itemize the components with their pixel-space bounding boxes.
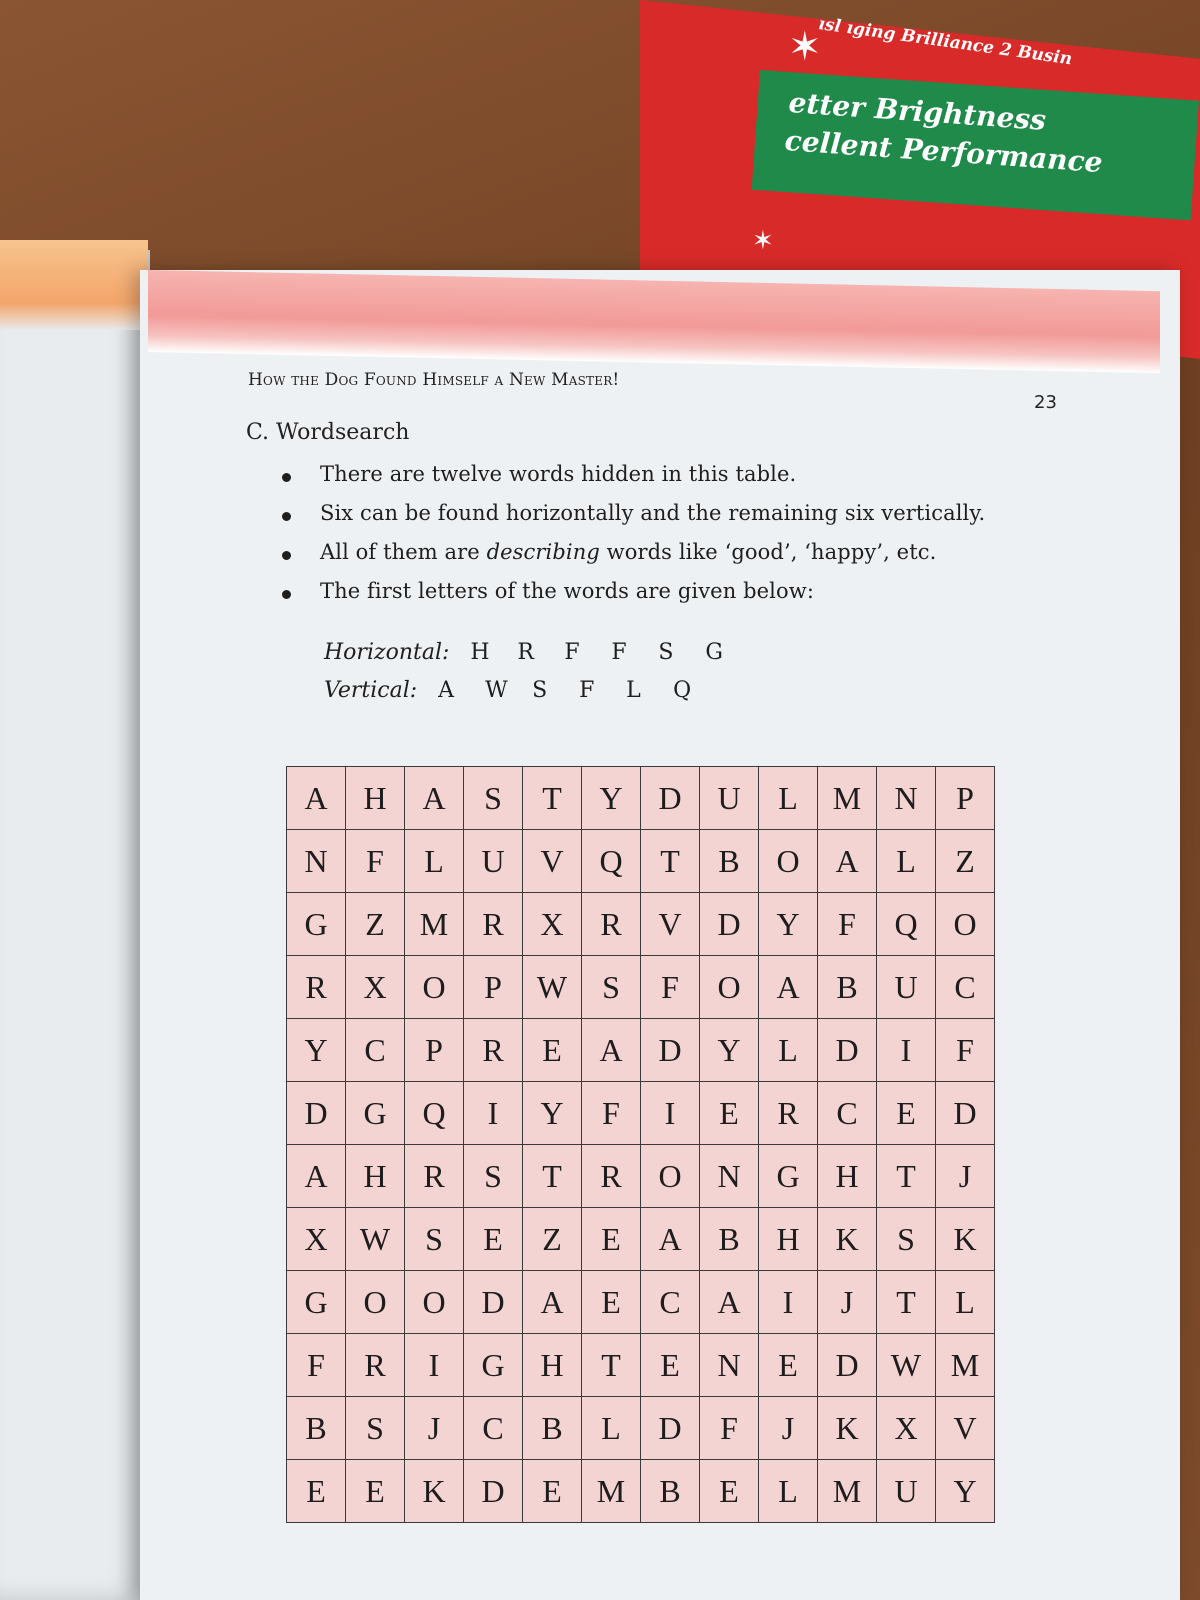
grid-cell: L <box>582 1397 641 1460</box>
grid-cell: E <box>877 1082 936 1145</box>
grid-cell: N <box>700 1145 759 1208</box>
grid-row <box>287 1397 995 1460</box>
grid-cell: W <box>523 956 582 1019</box>
grid-cell: E <box>523 1460 582 1523</box>
grid-cell: R <box>464 893 523 956</box>
hint-letter: H <box>470 640 490 665</box>
grid-cell: I <box>759 1271 818 1334</box>
grid-cell: R <box>759 1082 818 1145</box>
grid-row <box>287 767 995 830</box>
instruction-list <box>280 462 1100 618</box>
grid-cell: G <box>287 1271 346 1334</box>
grid-cell: K <box>818 1397 877 1460</box>
grid-cell: N <box>700 1334 759 1397</box>
grid-cell: A <box>582 1019 641 1082</box>
grid-cell: U <box>877 1460 936 1523</box>
grid-cell: Y <box>700 1019 759 1082</box>
grid-cell: A <box>287 767 346 830</box>
first-letter-hints <box>324 640 745 716</box>
grid-cell: C <box>346 1019 405 1082</box>
wordsearch-grid <box>286 766 995 1523</box>
grid-cell: Y <box>936 1460 995 1523</box>
grid-cell: K <box>936 1208 995 1271</box>
grid-cell: X <box>877 1397 936 1460</box>
grid-cell: G <box>287 893 346 956</box>
grid-cell: F <box>346 830 405 893</box>
grid-cell: V <box>523 830 582 893</box>
grid-cell: O <box>641 1145 700 1208</box>
grid-cell: A <box>287 1145 346 1208</box>
hint-letter: W <box>485 678 508 703</box>
grid-cell: T <box>582 1334 641 1397</box>
grid-cell: C <box>818 1082 877 1145</box>
grid-cell: Q <box>582 830 641 893</box>
hint-letter: F <box>579 678 595 703</box>
grid-row <box>287 956 995 1019</box>
grid-row <box>287 1208 995 1271</box>
grid-cell: H <box>346 1145 405 1208</box>
grid-cell: S <box>464 767 523 830</box>
grid-cell: R <box>582 1145 641 1208</box>
wrapper-tagline: ısl ıging Brilliance 2 Busin <box>817 14 1074 70</box>
grid-row <box>287 1271 995 1334</box>
grid-cell: Y <box>759 893 818 956</box>
star-icon: ✶ <box>752 226 774 256</box>
grid-cell: U <box>464 830 523 893</box>
grid-row <box>287 893 995 956</box>
grid-cell: L <box>405 830 464 893</box>
grid-cell: R <box>346 1334 405 1397</box>
grid-row <box>287 1145 995 1208</box>
grid-row <box>287 1334 995 1397</box>
grid-cell: E <box>759 1334 818 1397</box>
grid-cell: B <box>818 956 877 1019</box>
grid-cell: D <box>464 1460 523 1523</box>
grid-cell: A <box>405 767 464 830</box>
grid-cell: T <box>523 1145 582 1208</box>
grid-cell: B <box>700 830 759 893</box>
instruction-text: The first letters of the words are given below: <box>320 579 814 603</box>
grid-cell: T <box>523 767 582 830</box>
grid-cell: D <box>700 893 759 956</box>
grid-cell: P <box>464 956 523 1019</box>
grid-cell: C <box>936 956 995 1019</box>
grid-cell: M <box>405 893 464 956</box>
vertical-label: Vertical: <box>324 678 418 703</box>
grid-cell: D <box>464 1271 523 1334</box>
grid-cell: O <box>759 830 818 893</box>
grid-cell: A <box>759 956 818 1019</box>
grid-cell: M <box>936 1334 995 1397</box>
instruction-item <box>280 579 1100 618</box>
grid-cell: L <box>759 767 818 830</box>
grid-cell: E <box>700 1082 759 1145</box>
grid-cell: H <box>759 1208 818 1271</box>
grid-cell: E <box>287 1460 346 1523</box>
grid-cell: R <box>582 893 641 956</box>
grid-cell: A <box>523 1271 582 1334</box>
grid-cell: P <box>405 1019 464 1082</box>
grid-cell: F <box>582 1082 641 1145</box>
wrapper-line-2: cellent Performance <box>783 124 1104 180</box>
grid-cell: T <box>877 1145 936 1208</box>
left-book-page <box>0 250 150 1600</box>
running-head: How the Dog Found Himself a New Master! <box>248 370 620 390</box>
grid-cell: F <box>287 1334 346 1397</box>
grid-cell: Y <box>287 1019 346 1082</box>
grid-cell: D <box>641 767 700 830</box>
grid-cell: U <box>877 956 936 1019</box>
grid-cell: O <box>700 956 759 1019</box>
grid-cell: R <box>464 1019 523 1082</box>
grid-cell: Z <box>936 830 995 893</box>
grid-cell: Y <box>523 1082 582 1145</box>
grid-cell: J <box>405 1397 464 1460</box>
hint-letter: F <box>564 640 580 665</box>
grid-cell: X <box>287 1208 346 1271</box>
grid-cell: R <box>405 1145 464 1208</box>
grid-cell: D <box>818 1334 877 1397</box>
section-title: C. Wordsearch <box>246 420 410 445</box>
grid-cell: E <box>700 1460 759 1523</box>
grid-cell: E <box>582 1208 641 1271</box>
grid-cell: N <box>287 830 346 893</box>
hint-letter: S <box>658 640 674 665</box>
grid-cell: I <box>877 1019 936 1082</box>
page-number: 23 <box>1034 392 1057 413</box>
grid-cell: W <box>877 1334 936 1397</box>
grid-cell: G <box>759 1145 818 1208</box>
grid-cell: J <box>759 1397 818 1460</box>
bullet-icon <box>282 551 291 560</box>
hint-letter: Q <box>673 678 692 703</box>
grid-cell: G <box>346 1082 405 1145</box>
grid-cell: I <box>405 1334 464 1397</box>
hint-letter: A <box>438 678 455 703</box>
grid-cell: M <box>818 1460 877 1523</box>
horizontal-label: Horizontal: <box>324 640 450 665</box>
grid-cell: V <box>641 893 700 956</box>
grid-cell: O <box>346 1271 405 1334</box>
grid-cell: Q <box>877 893 936 956</box>
grid-cell: R <box>287 956 346 1019</box>
grid-cell: F <box>700 1397 759 1460</box>
grid-cell: N <box>877 767 936 830</box>
grid-cell: T <box>877 1271 936 1334</box>
hint-letter: F <box>611 640 627 665</box>
grid-cell: A <box>641 1208 700 1271</box>
grid-cell: E <box>641 1334 700 1397</box>
grid-cell: P <box>936 767 995 830</box>
vertical-hint-row <box>324 678 745 716</box>
grid-cell: F <box>641 956 700 1019</box>
grid-cell: C <box>464 1397 523 1460</box>
hint-letter: L <box>626 678 641 703</box>
grid-cell: C <box>641 1271 700 1334</box>
grid-cell: B <box>641 1460 700 1523</box>
grid-cell: X <box>523 893 582 956</box>
grid-cell: T <box>641 830 700 893</box>
instruction-text-italic: describing <box>486 540 600 564</box>
bullet-icon <box>282 473 291 482</box>
instruction-item <box>280 462 1100 501</box>
grid-cell: M <box>818 767 877 830</box>
grid-cell: H <box>523 1334 582 1397</box>
grid-cell: Q <box>405 1082 464 1145</box>
grid-cell: Z <box>346 893 405 956</box>
grid-cell: O <box>405 1271 464 1334</box>
grid-cell: B <box>700 1208 759 1271</box>
grid-cell: I <box>641 1082 700 1145</box>
grid-cell: U <box>700 767 759 830</box>
grid-cell: E <box>523 1019 582 1082</box>
wrapper-line-1: etter Brightness <box>787 86 1047 137</box>
hint-letter: S <box>532 678 548 703</box>
grid-cell: E <box>346 1460 405 1523</box>
grid-cell: K <box>818 1208 877 1271</box>
grid-cell: Y <box>582 767 641 830</box>
grid-cell: V <box>936 1397 995 1460</box>
grid-cell: F <box>936 1019 995 1082</box>
grid-cell: X <box>346 956 405 1019</box>
bullet-icon <box>282 512 291 521</box>
instruction-text-start: All of them are <box>320 540 487 564</box>
grid-cell: J <box>936 1145 995 1208</box>
grid-cell: D <box>936 1082 995 1145</box>
grid-cell: E <box>582 1271 641 1334</box>
grid-row <box>287 1460 995 1523</box>
grid-cell: L <box>936 1271 995 1334</box>
grid-cell: W <box>346 1208 405 1271</box>
grid-row <box>287 1019 995 1082</box>
grid-cell: S <box>582 956 641 1019</box>
hint-letter: G <box>705 640 723 665</box>
instruction-text-end: words like ‘good’, ‘happy’, etc. <box>599 540 937 564</box>
grid-cell: I <box>464 1082 523 1145</box>
grid-cell: D <box>818 1019 877 1082</box>
grid-cell: H <box>818 1145 877 1208</box>
grid-cell: A <box>700 1271 759 1334</box>
grid-cell: E <box>464 1208 523 1271</box>
grid-row <box>287 1082 995 1145</box>
star-icon: ✶ <box>788 24 822 70</box>
grid-cell: O <box>405 956 464 1019</box>
grid-cell: B <box>287 1397 346 1460</box>
grid-cell: Z <box>523 1208 582 1271</box>
instruction-item <box>280 501 1100 540</box>
horizontal-hint-row <box>324 640 745 678</box>
grid-cell: D <box>641 1397 700 1460</box>
grid-cell: A <box>818 830 877 893</box>
grid-cell: O <box>936 893 995 956</box>
left-page-header-band <box>0 240 148 330</box>
grid-cell: S <box>346 1397 405 1460</box>
grid-row <box>287 830 995 893</box>
grid-cell: H <box>346 767 405 830</box>
grid-cell: M <box>582 1460 641 1523</box>
grid-cell: F <box>818 893 877 956</box>
grid-cell: J <box>818 1271 877 1334</box>
grid-cell: L <box>877 830 936 893</box>
grid-cell: S <box>877 1208 936 1271</box>
bullet-icon <box>282 590 291 599</box>
grid-cell: L <box>759 1460 818 1523</box>
grid-cell: G <box>464 1334 523 1397</box>
grid-cell: B <box>523 1397 582 1460</box>
instruction-text: Six can be found horizontally and the remaining six vertically. <box>320 501 986 525</box>
grid-cell: D <box>287 1082 346 1145</box>
instruction-item <box>280 540 1100 579</box>
grid-cell: L <box>759 1019 818 1082</box>
grid-cell: D <box>641 1019 700 1082</box>
grid-cell: S <box>405 1208 464 1271</box>
grid-cell: S <box>464 1145 523 1208</box>
hint-letter: R <box>517 640 534 665</box>
instruction-text: There are twelve words hidden in this table. <box>320 462 797 486</box>
grid-cell: K <box>405 1460 464 1523</box>
